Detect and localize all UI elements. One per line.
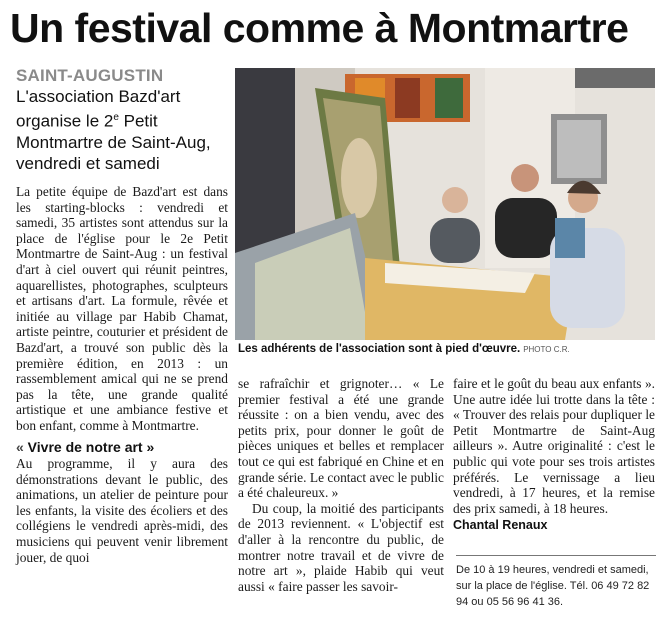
photo-caption	[238, 343, 570, 355]
paragraph-participants: Du coup, la moitié des participants de 2013 reviennent. « L'objectif est d'aller à la rencontre du public, de montrer notre travail et de vivre de notre art », plaide Habib qui veut aussi « faire passer les savoir-	[238, 500, 444, 594]
article-column-1	[16, 184, 228, 565]
author-signature: Chantal Renaux	[453, 518, 548, 533]
article-photo	[235, 68, 655, 340]
practical-info: De 10 à 19 heures, vendredi et samedi, sur la place de l'église. Tél. 06 49 72 82 94 ou 05 56 96 41 36.	[456, 555, 656, 610]
subheading-quote-mark: «	[16, 438, 24, 455]
subheading-text: Vivre de notre art »	[23, 438, 155, 455]
deck-superscript: e	[113, 112, 119, 123]
paragraph-intro: La petite équipe de Bazd'art est dans les starting-blocks : vendredi et samedi, 35 artistes sont attendus sur la place de l'église pour le 2e Petit Montmartre de Saint-Aug : un festival d'art à ciel ouvert qui réunit peintres, aquarellistes, photographes, sculpteurs et artisans d'art. La formule, rêvée et initiée au village par Habib Chamat, artiste peintre, couturier et président de Bazd'art, a trouvé son public dès la première édition, en 2013 : un rassemblement amical qui ne se prend pas la tête, une grande qualité artistique et une ambiance festive et bon enfant, comme à Montmartre.	[16, 184, 228, 433]
deck-text-end: Petit Montmartre de Saint-Aug, vendredi et samedi	[16, 111, 211, 173]
deck-subtitle	[16, 86, 231, 174]
photo-credit: PHOTO C.R.	[523, 345, 570, 354]
deck-text: L'association Bazd'art organise le 2	[16, 87, 181, 131]
paragraph-program: Au programme, il y aura des démonstrations devant le public, des animations, un atelier de peinture pour les enfants, la visite des écoliers et des collégiens le vendredi après-midi, des musiciens qui peuvent venir librement jouer, de quoi	[16, 456, 228, 565]
paragraph-ideas: faire et le goût du beau aux enfants ». Une autre idée lui trotte dans la tête : « Trouver des relais pour dupliquer le Petit Montmartre de Saint-Aug ailleurs ». Autre originalité : c'est le public qui vote pour ses trois artistes préférés. Le vernissage a lieu vendredi, à 17 heures, et la remise des prix samedi, à 18 heures.	[453, 376, 655, 516]
article-column-2	[238, 376, 444, 594]
paragraph-quote: se rafraîchir et grignoter… « Le premier festival a été une grande réussite : on a bien vendu, avec des petits prix, pour donner le goût de pièces uniques et belles et remplacer tout ce qui est fabriqué en Chine et en grande série. Le contact avec le public a été chaleureux. »	[238, 376, 444, 501]
photo-illustration	[235, 68, 655, 340]
subheading	[16, 440, 228, 456]
location-kicker: SAINT-AUGUSTIN	[16, 66, 164, 85]
caption-text: Les adhérents de l'association sont à pied d'œuvre.	[238, 343, 521, 355]
article-column-3	[453, 376, 655, 534]
headline: Un festival comme à Montmartre	[10, 5, 629, 51]
